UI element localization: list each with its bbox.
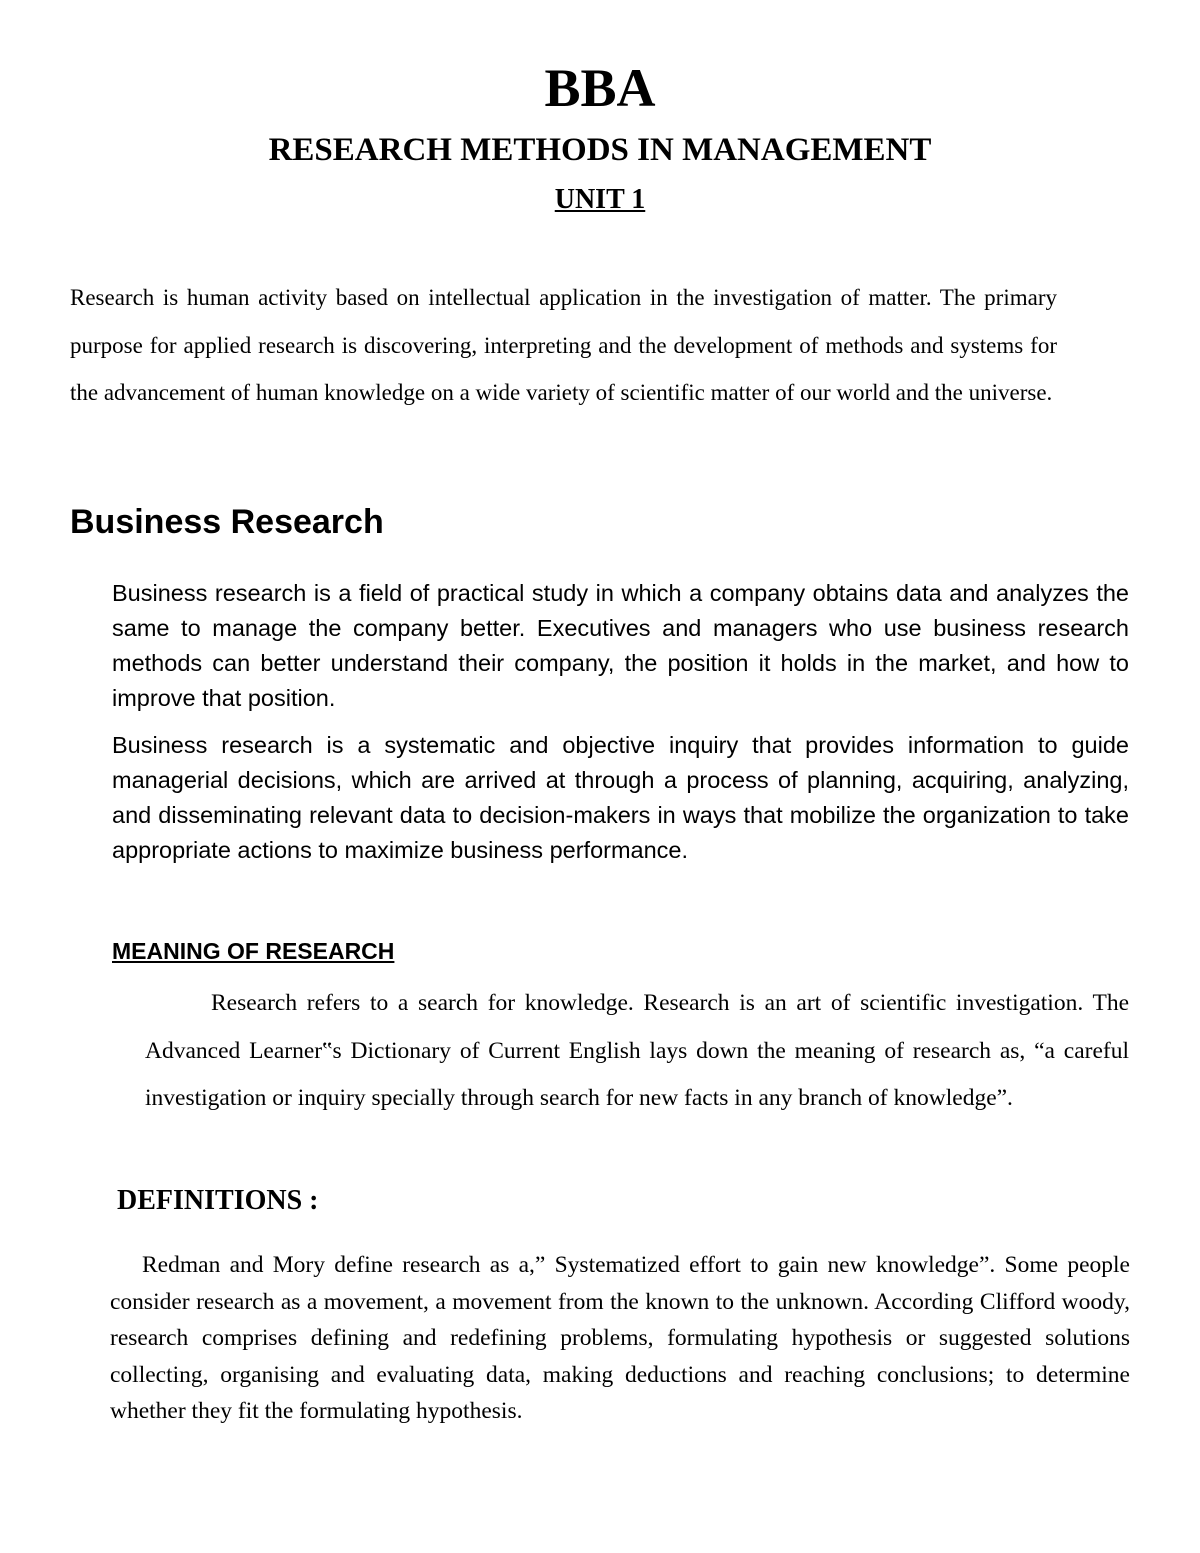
unit-heading: UNIT 1: [554, 184, 646, 215]
meaning-of-research-paragraph: Research refers to a search for knowledge. Research is an art of scientific investigation. The Advanced Learner‟s Dictionary of Current English lays down the meaning of research as, “a careful investigation or inquiry specially through search for new facts in any branch of knowledge”.: [145, 990, 1129, 1111]
meaning-of-research-heading: MEANING OF RESEARCH: [112, 938, 395, 964]
business-research-paragraph-2: Business research is a systematic and objective inquiry that provides information to guide managerial decisions, which are arrived at through a process of planning, acquiring, analyzing, and disseminating relevant data to decision-makers in ways that mobilize the organization to take appropriate actions to maximize business performance.: [112, 732, 1129, 863]
document-title: BBA: [544, 58, 656, 118]
document-subtitle: RESEARCH METHODS IN MANAGEMENT: [268, 132, 932, 168]
business-research-paragraph-1: Business research is a field of practical study in which a company obtains data and analyzes the same to manage the company better. Executives and managers who use business research methods can better understand their company, the position it holds in the market, and how to improve that position.: [112, 580, 1129, 711]
definitions-heading: DEFINITIONS :: [117, 1185, 319, 1216]
definitions-paragraph: Redman and Mory define research as a,” Systematized effort to gain new knowledge”. Some people consider research as a movement, a movement from the known to the unknown. According Clifford woody, research comprises defining and redefining problems, formulating hypothesis or suggested solutions collecting, organising and evaluating data, making deductions and reaching conclusions; to determine whether they fit the formulating hypothesis.: [110, 1252, 1130, 1424]
business-research-heading: Business Research: [70, 503, 384, 541]
intro-paragraph: Research is human activity based on intellectual application in the investigation of matter. The primary purpose for applied research is discovering, interpreting and the development of methods and systems for the advancement of human knowledge on a wide variety of scientific matter of our world and the universe.: [70, 285, 1057, 405]
